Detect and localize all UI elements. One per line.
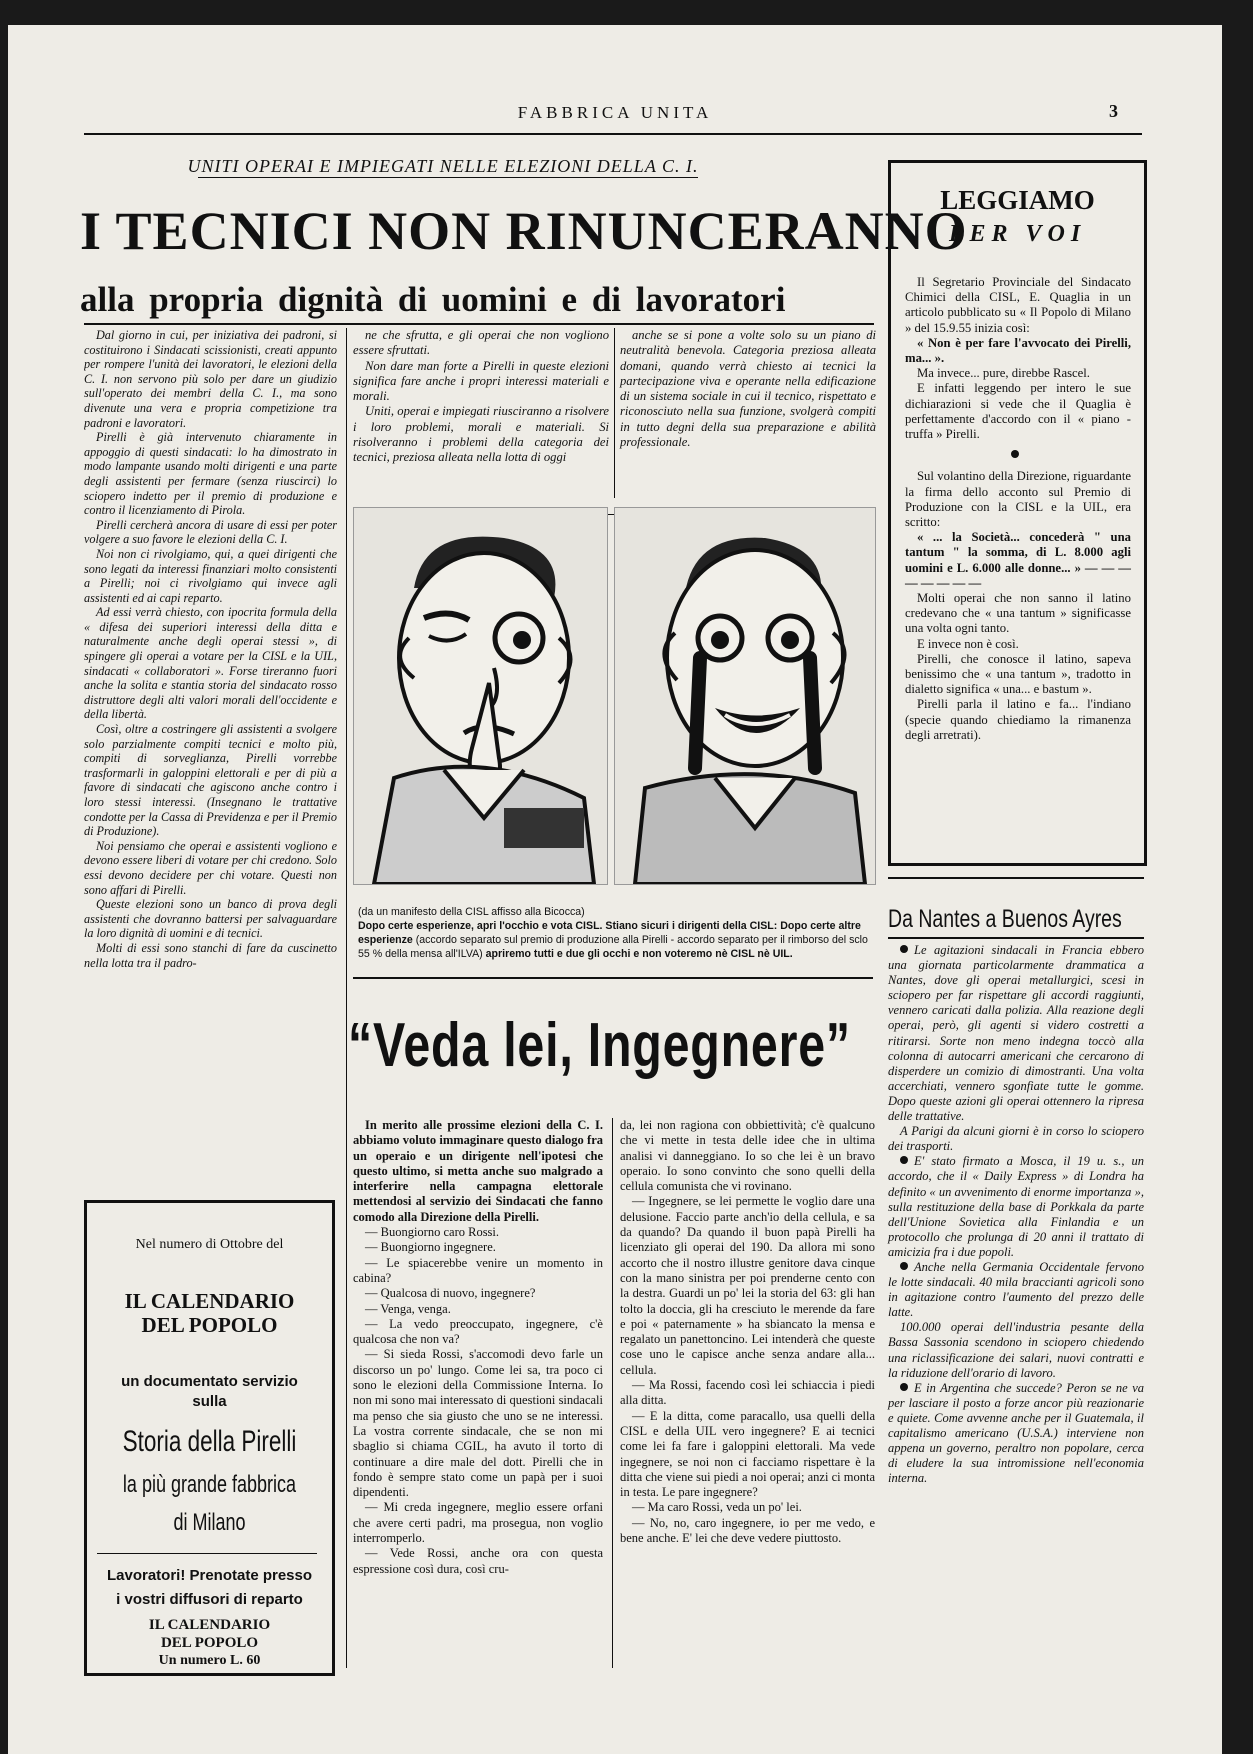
dialogue-col1-line7: — Si sieda Rossi, s'accomodi devo farle un discorso un po' lungo. Come lei sa, tra poco ci sono le elezioni della Commissione Interna. Io non mi sono mai interessato di questioni sindacali ma penso che sia giusto che uno se ne interessi. La vostra corrente sindacale, che se non mi sbaglio si chiama CGIL, ha avuto il torto di continuare a dire male del dott. Pirelli che in fondo è sempre stato come un papà per i suoi dipendenti. (353, 1347, 603, 1500)
column-divider (346, 328, 347, 1668)
dialogue-col1-line8: — Mi creda ingegnere, meglio essere orfani che avere certi padri, ma prosegua, non voglio interromperlo. (353, 1500, 603, 1546)
article-col1-p6: Così, oltre a costringere gli assistenti a svolgere solo parzialmente compiti tecnici e molto più, compiti di sorveglianza, Pirelli vorrebbe trasformarli in galoppini elettorali e per di più a favore di sindacati che agiscono anche contro i loro stessi interessi. (Insegnano le trattative condotte per la Cassa di Previdenza e per il Premio di Produzione). (84, 722, 337, 839)
masthead-title: FABBRICA UNITA (517, 103, 713, 122)
dialogue-col1-line6: — La vedo preoccupato, ingegnere, c'è qualcosa che non va? (353, 1316, 603, 1347)
leggiamo-p8: Pirelli parla il latino e fa... l'indiano (specie quando chiediamo la rimanenza degli arretrati). (905, 697, 1131, 742)
masthead-rule (84, 133, 1142, 135)
cartoon-winking-face-image (354, 508, 607, 884)
article-col2-p2: Non dare man forte a Pirelli in queste elezioni significa fare anche i propri interessi materiali e morali. (353, 358, 609, 404)
dialogue-col2-line1: da, lei non ragiona con obbiettività; c'è qualcuno che vi mette in testa delle idee che in ultima analisi vi danneggiano. Io so che lei è un bravo operaio. Io sono convinto che sono quelli della cellula comunista che vi rovinano. (620, 1118, 875, 1194)
bullet-icon (905, 448, 1131, 463)
section-rule (353, 977, 873, 979)
dialogue-col1-line9: — Vede Rossi, anche ora con questa espressione così dura, così cru- (353, 1546, 603, 1576)
leggiamo-p2: Ma invece... pure, direbbe Rascel. (917, 366, 1090, 381)
leggiamo-p3: E infatti leggendo per intero le sue dichiarazioni si vede che il Quaglia è perfettamente d'accordo con il « piano - truffa » Pirelli. (905, 381, 1131, 442)
calendario-name-2: DEL POPOLO (141, 1313, 278, 1337)
article-col1-p4: Noi non ci rivolgiamo, qui, a quei dirigenti che sono legati da interessi finanziari molto consistenti a Pirelli; noi ci rivolgiamo qui invece agli assistenti ed ai capi reparto. (84, 546, 337, 605)
nantes-p1: Le agitazioni sindacali in Francia ebbero una giornata particolarmente drammatica a Nantes, dove gli operai metallurgici, scesi in sciopero per far rispettare gli accordi raggiunti, vennero caricati dalla polizia. Alla reazione degli operai, però, gli agenti si videro costretti a ritirarsi. Sorte non meno indegna toccò alla colonna di autocarri americani che cercarono di disperdere un comizio di dimostranti. Una volta accerchiati, vennero sgonfiate tutte le gomme. Dopo queste azioni gli operai ottennero la ripresa delle trattative. (888, 943, 1144, 1124)
article-column-3 (620, 328, 876, 450)
leggiamo-per-voi-box (888, 160, 1147, 866)
nantes-p4: Anche nella Germania Occidentale fervono le lotte sindacali. 40 mila braccianti agricoli sono in agitazione contro l'aumento del prezzo delle latte. (888, 1259, 1144, 1320)
article-col1-p5: Ad essi verrà chiesto, con ipocrita formula della « difesa dei superiori interessi della ditta e naturalmente anche degli operai stessi », di spingere gli operai a votare per la CISL e la UIL, sindacati « collaboratori ». Forse tireranno fuori anche la solita e stantia storia del sindacato rosso distruttore degli alti valori morali dell'occidente e della libertà. (84, 605, 337, 722)
calendario-diffusori: i vostri diffusori di reparto (116, 1591, 303, 1608)
article-col1-p7: Noi pensiamo che operai e assistenti vogliono e devono essere liberi di votare per chi credono. Solo essi devono decidere per chi votare. Questi non sono affari di Pirelli. (84, 838, 337, 897)
article-col2-p1: ne che sfrutta, e gli operai che non vogliono essere sfruttati. (353, 328, 609, 358)
calendario-advertisement-box (84, 1200, 335, 1676)
article-kicker: UNITI OPERAI E IMPIEGATI NELLE ELEZIONI DELLA C. I. (187, 156, 699, 176)
nantes-p2: A Parigi da alcuni giorni è in corso lo sciopero dei trasporti. (888, 1124, 1144, 1154)
caption-text (358, 919, 873, 961)
kicker-underline (198, 177, 698, 178)
calendario-name-3: IL CALENDARIO (148, 1617, 271, 1633)
cartoon-caption (358, 905, 873, 961)
calendario-storia: Storia della Pirelli (122, 1425, 297, 1458)
article-headline: I TECNICI NON RINUNCERANNO (80, 201, 968, 261)
calendario-prenotate: Lavoratori! Prenotate presso (106, 1567, 313, 1584)
article-column-1 (84, 328, 337, 1088)
dialogue-intro: In merito alle prossime elezioni della C. I. abbiamo voluto immaginare questo dialogo fra un operaio e un dirigente nell'ipotesi che questo ultimo, si metta anche suo malgrado a interferire nella campagna elettorale mettendosi al servizio dei Sindacati che fanno comodo alla Direzione della Pirelli. (353, 1118, 603, 1224)
per-voi-title: PER VOI (948, 221, 1087, 247)
bullet-icon (900, 1262, 908, 1270)
dialogue-title: “Veda lei, Ingegnere” (348, 1011, 851, 1080)
leggiamo-p7: Pirelli, che conosce il latino, sapeva benissimo che « una tantum », tradotto in dialetto significa « una... e bastum ». (905, 651, 1131, 697)
newspaper-page (8, 25, 1222, 1754)
calendario-milano: di Milano (173, 1509, 246, 1536)
leggiamo-p1: Il Segretario Provinciale del Sindacato Chimici della CISL, E. Quaglia in un articolo pubblicato su « Il Popolo di Milano » del 15.9.55 inizia così: (905, 275, 1131, 335)
leggiamo-text (905, 275, 1131, 743)
dialogue-col1-line2: — Buongiorno ingegnere. (365, 1240, 496, 1255)
article-col1-p1: Dal giorno in cui, per iniziativa dei padroni, si costituirono i Sindacati scissionisti, creati appunto per rompere l'unità dei lavoratori, le elezioni della C. I. non servono più solo per dare un giudizio sull'operato dei membri della C. I., ma sono divenute una vera e propria competizione tra padroni e lavoratori. (84, 328, 337, 430)
calendario-name-4: DEL POPOLO (160, 1635, 259, 1651)
article-col1-p8: Queste elezioni sono un banco di prova degli assistenti che dovranno battersi per salvaguardare la loro dignità di uomini e di tecnici. (84, 897, 337, 941)
calendario-price: Un numero L. 60 (158, 1653, 261, 1668)
cartoon-wide-eyed-man (614, 507, 876, 885)
article-col1-p9: Molti di essi sono stanchi di fare da cuscinetto nella lotta tra il padro- (84, 940, 337, 970)
calendario-sulla: sulla (192, 1393, 227, 1410)
dialogue-col2-line2: — Ingegnere, se lei permette le voglio dare una delusione. Faccio parte anch'io della cellula, e sa da quando? Da quando il buon papà Pirelli ha licenziato gli operai del 190. Da allora mi sono accorto che il nostro illustre genitore dava cinque con la mano sinistra per poi prenderne cento con la destra. Guardi un po' lei la storia del 63: gli han tolto la doccia, gli ha cresciuto le merende da fare e poi « paternamente » ha sbiancato la mensa e regalato un panettoncino. Lei intenderà che queste cose uno le capisce anche senza andare alla... cellula. (620, 1194, 875, 1377)
leggiamo-p4: Sul volantino della Direzione, riguardante la firma dello acconto sul Premio di Produzione con la CISL e la UIL, era scritto: (905, 469, 1131, 530)
headline-rule (84, 323, 874, 325)
nantes-title: Da Nantes a Buenos Ayres (888, 905, 1122, 933)
cartoon-winking-man (353, 507, 608, 885)
column-divider (612, 1118, 613, 1668)
calendario-rule (97, 1553, 317, 1554)
nantes-text (888, 943, 1144, 1486)
dialogue-col2-line4: — E la ditta, come paracallo, usa quelli della CISL e della UIL vero ingegnere? E ai tecnici come lei fa fare i galoppini elettorali. Ma vede ingegnere, se noi non ci facciamo rispettare è la ditta che viene sui piedi a noi operai; anzi ci monta in testa. Le pare ingegnere? (620, 1408, 875, 1500)
nantes-p5: 100.000 operai dell'industria pesante della Bassa Sassonia scendono in sciopero chiedendo una riclassificazione dei salari, nuovi contratti e la riduzione dell'orario di lavoro. (888, 1320, 1144, 1380)
article-col2-p3: Uniti, operai e impiegati riusciranno a risolvere i loro problemi, morali e materiali. Si risolveranno i problemi della categoria dei tecnici, preziosa alleata nella lotta di oggi (353, 404, 609, 465)
dialogue-col2-line3: — Ma Rossi, facendo così lei schiaccia i piedi alla ditta. (620, 1378, 875, 1408)
dialogue-col1-line3: — Le spiacerebbe venire un momento in cabina? (353, 1255, 603, 1285)
page-number: 3 (1109, 101, 1118, 121)
section-rule (888, 877, 1144, 879)
dialogue-column-2 (620, 1118, 875, 1546)
caption-source: (da un manifesto della CISL affisso alla Bicocca) (358, 906, 585, 918)
leggiamo-title: LEGGIAMO (940, 185, 1095, 215)
leggiamo-p5: Molti operai che non sanno il latino credevano che « una tantum » significasse una volta ogni tanto. (905, 591, 1131, 636)
calendario-name-1: IL CALENDARIO (124, 1289, 295, 1313)
nantes-p3: E' stato firmato a Mosca, il 19 u. s., un accordo, che il « Daily Express » di Londra ha definito « un avvenimento di enorme importanza », sulla restituzione della base di Porkkala da parte dell'Unione Sovietica alla Finlandia e un protocollo che prolunga di 20 anni il trattato di amicizia fra i due popoli. (888, 1154, 1144, 1259)
leggiamo-quote-2: « ... la Società... concederà " una tantum " la somma, di L. 8.000 agli uomini e L. 6.000 alle donne... » — — — — — — — — (905, 530, 1131, 590)
article-col1-p2: Pirelli è già intervenuto chiaramente in appoggio di questi sindacati: lo ha dimostrato in modo lampante usando molti dirigenti e una parte degli assistenti per fermare (senza riuscirci) lo sciopero indetto per il premio di produzione e contro il licenziamento di Pirola. (84, 430, 337, 518)
leggiamo-quote-1: « Non è per fare l'avvocato dei Pirelli, ma... ». (905, 335, 1131, 366)
dialogue-column-1 (353, 1118, 603, 1577)
article-col1-p3: Pirelli cercherà ancora di usare di essi per poter volgere a suo favore le elezioni della C. I. (84, 517, 337, 547)
bullet-icon (900, 1383, 908, 1391)
caption-bold-1: Dopo certe esperienze, apri l'occhio e vota CISL. Stiano sicuri i dirigenti della CISL: Dopo certe altre esperienze (358, 920, 861, 946)
dialogue-col2-line5: — Ma caro Rossi, veda un po' lei. (632, 1500, 802, 1515)
calendario-fabbrica: la più grande fabbrica (122, 1471, 297, 1498)
calendario-service: un documentato servizio (121, 1373, 298, 1390)
bullet-icon (900, 945, 908, 953)
dialogue-col1-line4: — Qualcosa di nuovo, ingegnere? (365, 1286, 536, 1301)
section-rule (888, 937, 1144, 939)
dialogue-col1-line1: — Buongiorno caro Rossi. (365, 1225, 500, 1240)
dialogue-col2-line6: — No, no, caro ingegnere, io per me vedo, e bene anche. E' lei che deve vedere piuttosto. (620, 1515, 875, 1546)
article-col3-p1: anche se si pone a volte solo su un piano di neutralità benevola. Categoria preziosa alleata domani, quando verrà chiesto ai tecnici la partecipazione viva e operante nella edificazione di un sistema sociale in cui il tecnico, rispettato e riconosciuto nella sua funzione, svolgerà compiti in tutto degni della sua preparazione e abilità professionale. (620, 328, 876, 450)
article-column-2 (353, 328, 609, 466)
bullet-icon (900, 1156, 908, 1164)
article-subhead: alla propria dignità di uomini e di lavoratori (80, 280, 786, 319)
cartoon-wide-eyed-face-image (615, 508, 875, 884)
dialogue-col1-line5: — Venga, venga. (365, 1301, 451, 1316)
nantes-p6: E in Argentina che succede? Peron se ne va per lasciare il posto a forze ancor più reazionarie e quiete. Come avvenne anche per il Guatemala, il capitalismo americano (U.S.A.) interviene non appena un governo, peraltro non popolare, cerca di eludere la sua intromissione nell'economia interna. (888, 1380, 1144, 1486)
calendario-intro: Nel numero di Ottobre del (135, 1237, 284, 1252)
caption-bold-2: apriremo tutti e due gli occhi e non voteremo nè CISL nè UIL. (485, 948, 793, 960)
caption-normal: (accordo separato sul premio di produzione alla Pirelli - accordo separato per il rimborso del sclo 55 % della mensa all'ILVA) (358, 934, 868, 960)
column-divider (614, 328, 615, 498)
leggiamo-p6: E invece non è così. (917, 636, 1019, 651)
